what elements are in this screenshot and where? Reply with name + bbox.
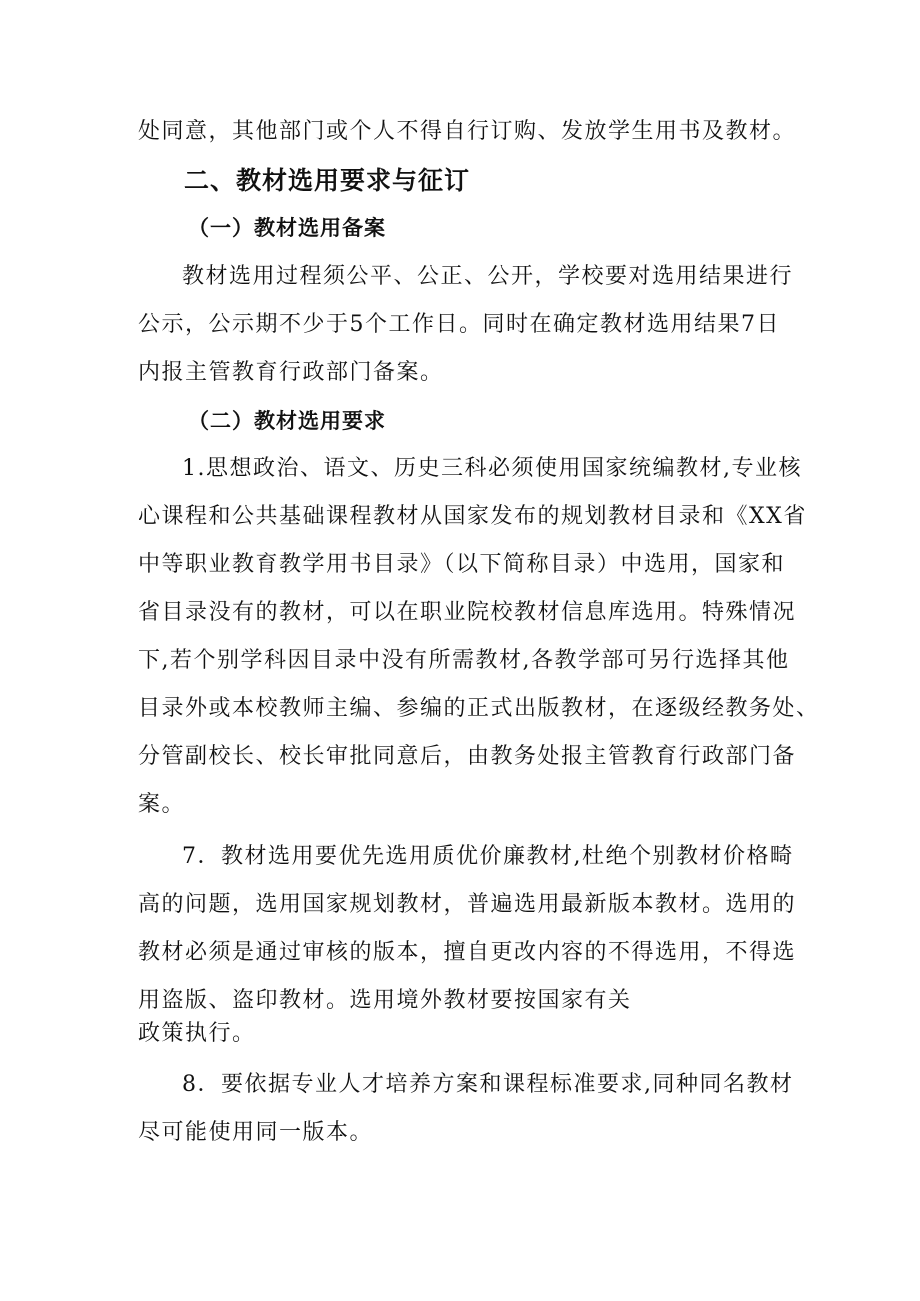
paragraph-line: 用盗版、盗印教材。选用境外教材要按国家有关 bbox=[138, 988, 632, 1013]
paragraph-line: 省目录没有的教材，可以在职业院校教材信息库选用。特殊情况 bbox=[138, 600, 797, 625]
paragraph-line: 案。 bbox=[138, 792, 186, 817]
paragraph-line: 8．要依据专业人才培养方案和课程标准要求,同种同名教材 bbox=[182, 1072, 794, 1097]
paragraph-line: 内报主管教育行政部门备案。 bbox=[138, 360, 444, 385]
paragraph-line: 教材必须是通过审核的版本，擅自更改内容的不得选用，不得选 bbox=[138, 940, 797, 965]
paragraph-line: 公示，公示期不少于5个工作日。同时在确定教材选用结果7日 bbox=[138, 312, 780, 337]
paragraph-line: 分管副校长、校长审批同意后，由教务处报主管教育行政部门备 bbox=[138, 744, 797, 769]
section-heading-2: 二、教材选用要求与征订 bbox=[184, 166, 471, 195]
subsection-heading-2: （二）教材选用要求 bbox=[188, 409, 386, 433]
paragraph-line: 下,若个别学科因目录中没有所需教材,各教学部可另行选择其他 bbox=[138, 648, 790, 673]
paragraph-line: 高的问题，选用国家规划教材，普遍选用最新版本教材。选用的 bbox=[138, 892, 797, 917]
paragraph-line: 教材选用过程须公平、公正、公开，学校要对选用结果进行 bbox=[182, 264, 794, 289]
paragraph-line: 中等职业教育教学用书目录》（以下简称目录）中选用，国家和 bbox=[138, 552, 786, 577]
text-line-continuation: 处同意，其他部门或个人不得自行订购、发放学生用书及教材。 bbox=[138, 119, 797, 144]
paragraph-line: 政策执行。 bbox=[138, 1021, 256, 1046]
paragraph-line: 尽可能使用同一版本。 bbox=[138, 1120, 374, 1145]
paragraph-line: 心课程和公共基础课程教材从国家发布的规划教材目录和《XX省 bbox=[138, 504, 807, 529]
paragraph-line: 1.思想政治、语文、历史三科必须使用国家统编教材,专业核 bbox=[182, 456, 802, 481]
paragraph-line: 7．教材选用要优先选用质优价廉教材,杜绝个别教材价格畸 bbox=[182, 844, 794, 869]
subsection-heading-1: （一）教材选用备案 bbox=[188, 216, 386, 240]
paragraph-line: 目录外或本校教师主编、参编的正式出版教材，在逐级经教务处、 bbox=[138, 696, 820, 721]
